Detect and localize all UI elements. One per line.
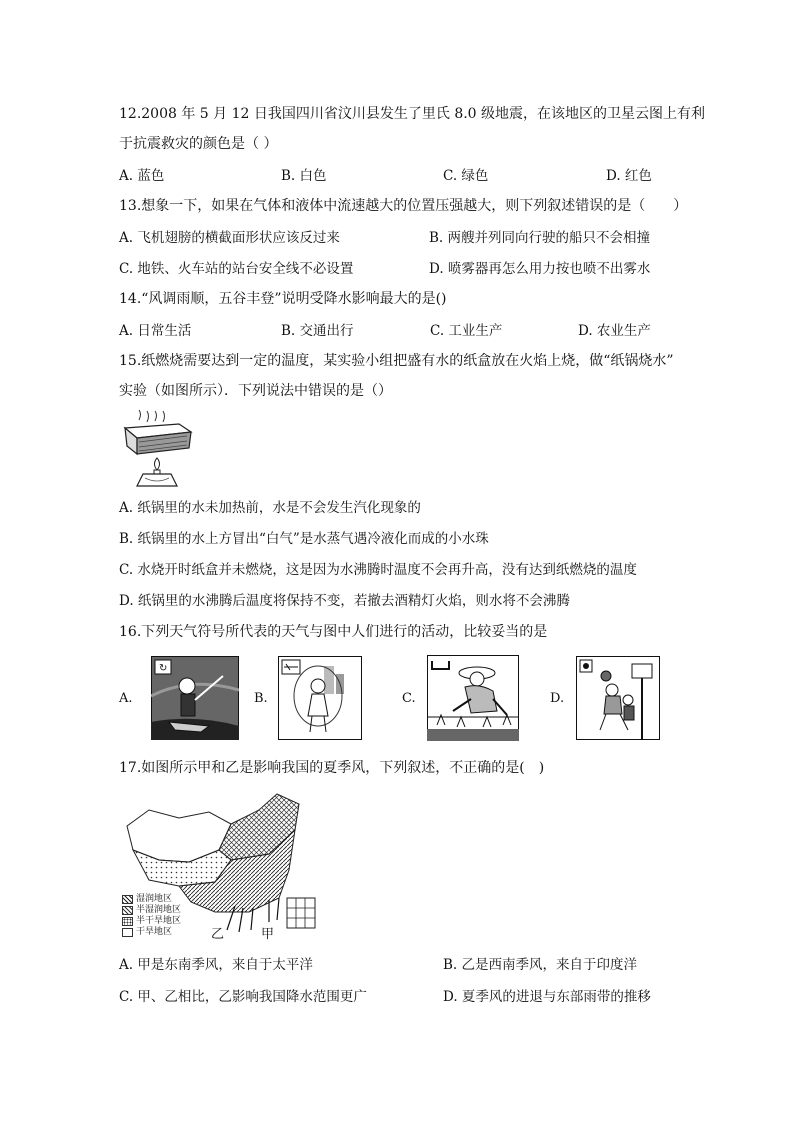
q15-stem-line1: 15.纸燃烧需要达到一定的温度，某实验小组把盛有水的纸盒放在火焰上烧，做“纸锅烧水” [119, 353, 674, 369]
q15-stem-line2: 实验（如图所示）．下列说法中错误的是（） [119, 383, 392, 399]
q15-option-d: D. 纸锅里的水沸腾后温度将保持不变，若撤去酒精灯火焰，则水将不会沸腾 [119, 593, 570, 609]
map-mark-jia: 甲 [261, 927, 275, 940]
q16-label-c: C. [402, 691, 416, 706]
paper-pot-figure [117, 410, 195, 488]
q15-option-b: B. 纸锅里的水上方冒出“白气”是水蒸气遇冷液化而成的小水珠 [119, 531, 489, 547]
q16-stem: 16.下列天气符号所代表的天气与图中人们进行的活动，比较妥当的是 [119, 624, 548, 640]
q14-option-a: A. 日常生活 [119, 323, 192, 339]
q14-option-d: D. 农业生产 [578, 323, 651, 339]
legend-arid: 干旱地区 [136, 927, 173, 937]
q12-option-d: D. 红色 [606, 168, 652, 184]
q12-option-b: B. 白色 [281, 168, 327, 184]
q16-picture-c-planting [427, 655, 519, 741]
q14-option-b: B. 交通出行 [281, 323, 354, 339]
legend-semi-arid: 半干旱地区 [136, 916, 182, 926]
q12-option-c: C. 绿色 [443, 168, 489, 184]
map-mark-yi: 乙 [211, 927, 225, 940]
q17-option-b: B. 乙是西南季风，来自于印度洋 [443, 957, 638, 973]
q13-option-a: A. 飞机翅膀的横截面形状应该反过来 [119, 230, 340, 246]
q12-option-a: A. 蓝色 [119, 168, 165, 184]
q16-label-b: B. [254, 691, 268, 706]
q16-picture-d-basketball [576, 656, 660, 740]
q16-label-a: A. [119, 691, 133, 706]
legend-humid: 湿润地区 [136, 894, 173, 904]
q17-option-c: C. 甲、乙相比，乙影响我国降水范围更广 [119, 989, 367, 1005]
legend-semi-humid: 半湿润地区 [136, 905, 182, 915]
q16-label-d: D. [550, 691, 565, 706]
q15-option-a: A. 纸锅里的水未加热前，水是不会发生汽化现象的 [119, 500, 421, 516]
q16-picture-b-rope [278, 656, 362, 740]
q13-option-b: B. 两艘并列同向行驶的船只不会相撞 [429, 230, 651, 246]
q16-picture-a-storm [151, 656, 239, 740]
q14-stem: 14.“风调雨顺，五谷丰登”说明受降水影响最大的是() [119, 291, 447, 307]
q17-option-a: A. 甲是东南季风，来自于太平洋 [119, 957, 313, 973]
map-legend [122, 894, 181, 938]
q12-stem-line2: 于抗震救灾的颜色是（ ） [119, 136, 278, 152]
q15-option-c: C. 水烧开时纸盒并未燃烧，这是因为水沸腾时温度不会再升高，没有达到纸燃烧的温度 [119, 562, 637, 578]
q13-stem: 13.想象一下，如果在气体和液体中流速越大的位置压强越大，则下列叙述错误的是（ ） [119, 198, 688, 214]
svg-text:↻: ↻ [159, 663, 168, 674]
q13-option-c: C. 地铁、火车站的站台安全线不必设置 [119, 261, 354, 277]
q17-stem: 17.如图所示甲和乙是影响我国的夏季风，下列叙述，不正确的是( ) [119, 760, 545, 776]
q12-stem-line1: 12.2008 年 5 月 12 日我国四川省汶川县发生了里氏 8.0 级地震，在该地区的卫星云图上有利 [119, 106, 706, 122]
q14-option-c: C. 工业生产 [430, 323, 503, 339]
q13-option-d: D. 喷雾器再怎么用力按也喷不出雾水 [429, 261, 651, 277]
q17-option-d: D. 夏季风的进退与东部雨带的推移 [443, 989, 651, 1005]
